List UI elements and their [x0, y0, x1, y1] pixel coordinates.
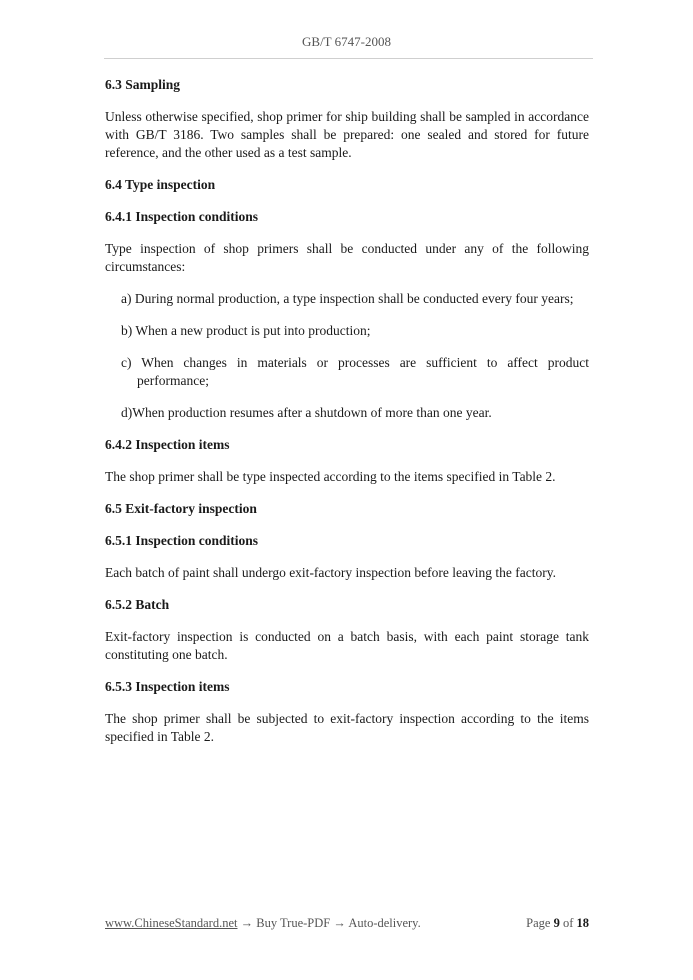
- list-item: c) When changes in materials or processes are sufficient to affect product performance;: [121, 355, 589, 388]
- section-6-5-3-paragraph: The shop primer shall be subjected to exit-factory inspection according to the items specified in Table 2.: [105, 711, 589, 744]
- section-6-3-heading: 6.3 Sampling: [105, 77, 181, 92]
- section-6-5-2-heading: 6.5.2 Batch: [105, 597, 170, 612]
- section-6-4-heading: 6.4 Type inspection: [105, 177, 216, 192]
- list-item: a) During normal production, a type inspection shall be conducted every four years;: [121, 291, 574, 306]
- page-prefix: Page: [526, 916, 551, 930]
- section-6-3-paragraph: Unless otherwise specified, shop primer for ship building shall be sampled in accordance with GB/T 3186. Two samples shall be prepared: one sealed and stored for future reference, and the other used as a test sample.: [105, 109, 589, 160]
- delivery-text: Auto-delivery.: [348, 916, 421, 930]
- list-item: b) When a new product is put into production;: [121, 323, 371, 338]
- section-6-4-1-paragraph: Type inspection of shop primers shall be conducted under any of the following circumstances:: [105, 241, 589, 274]
- document-body: [105, 76, 589, 746]
- section-6-5-1-heading: 6.5.1 Inspection conditions: [105, 533, 259, 548]
- list-item: d)When production resumes after a shutdown of more than one year.: [121, 405, 492, 420]
- header-divider: [104, 58, 593, 59]
- page-number: 9: [553, 916, 560, 930]
- footer-promo: [105, 916, 421, 931]
- section-6-4-2-heading: 6.4.2 Inspection items: [105, 437, 230, 452]
- arrow-right-icon: →: [240, 916, 254, 930]
- page-total: 18: [576, 916, 589, 930]
- arrow-right-icon: →: [333, 916, 346, 930]
- section-6-5-2-paragraph: Exit-factory inspection is conducted on a batch basis, with each paint storage tank constituting one batch.: [105, 629, 589, 662]
- document-header-title: GB/T 6747-2008: [302, 34, 391, 49]
- section-6-5-heading: 6.5 Exit-factory inspection: [105, 501, 257, 516]
- page-of: of: [562, 916, 574, 930]
- page-indicator: [526, 916, 589, 931]
- page-footer: [105, 916, 589, 931]
- section-6-5-3-heading: 6.5.3 Inspection items: [105, 679, 230, 694]
- buy-text: Buy True-PDF: [256, 916, 331, 930]
- section-6-4-1-heading: 6.4.1 Inspection conditions: [105, 209, 259, 224]
- section-6-4-2-paragraph: The shop primer shall be type inspected according to the items specified in Table 2.: [105, 469, 556, 484]
- section-6-5-1-paragraph: Each batch of paint shall undergo exit-factory inspection before leaving the factory.: [105, 565, 556, 580]
- site-link[interactable]: www.ChineseStandard.net: [105, 916, 238, 930]
